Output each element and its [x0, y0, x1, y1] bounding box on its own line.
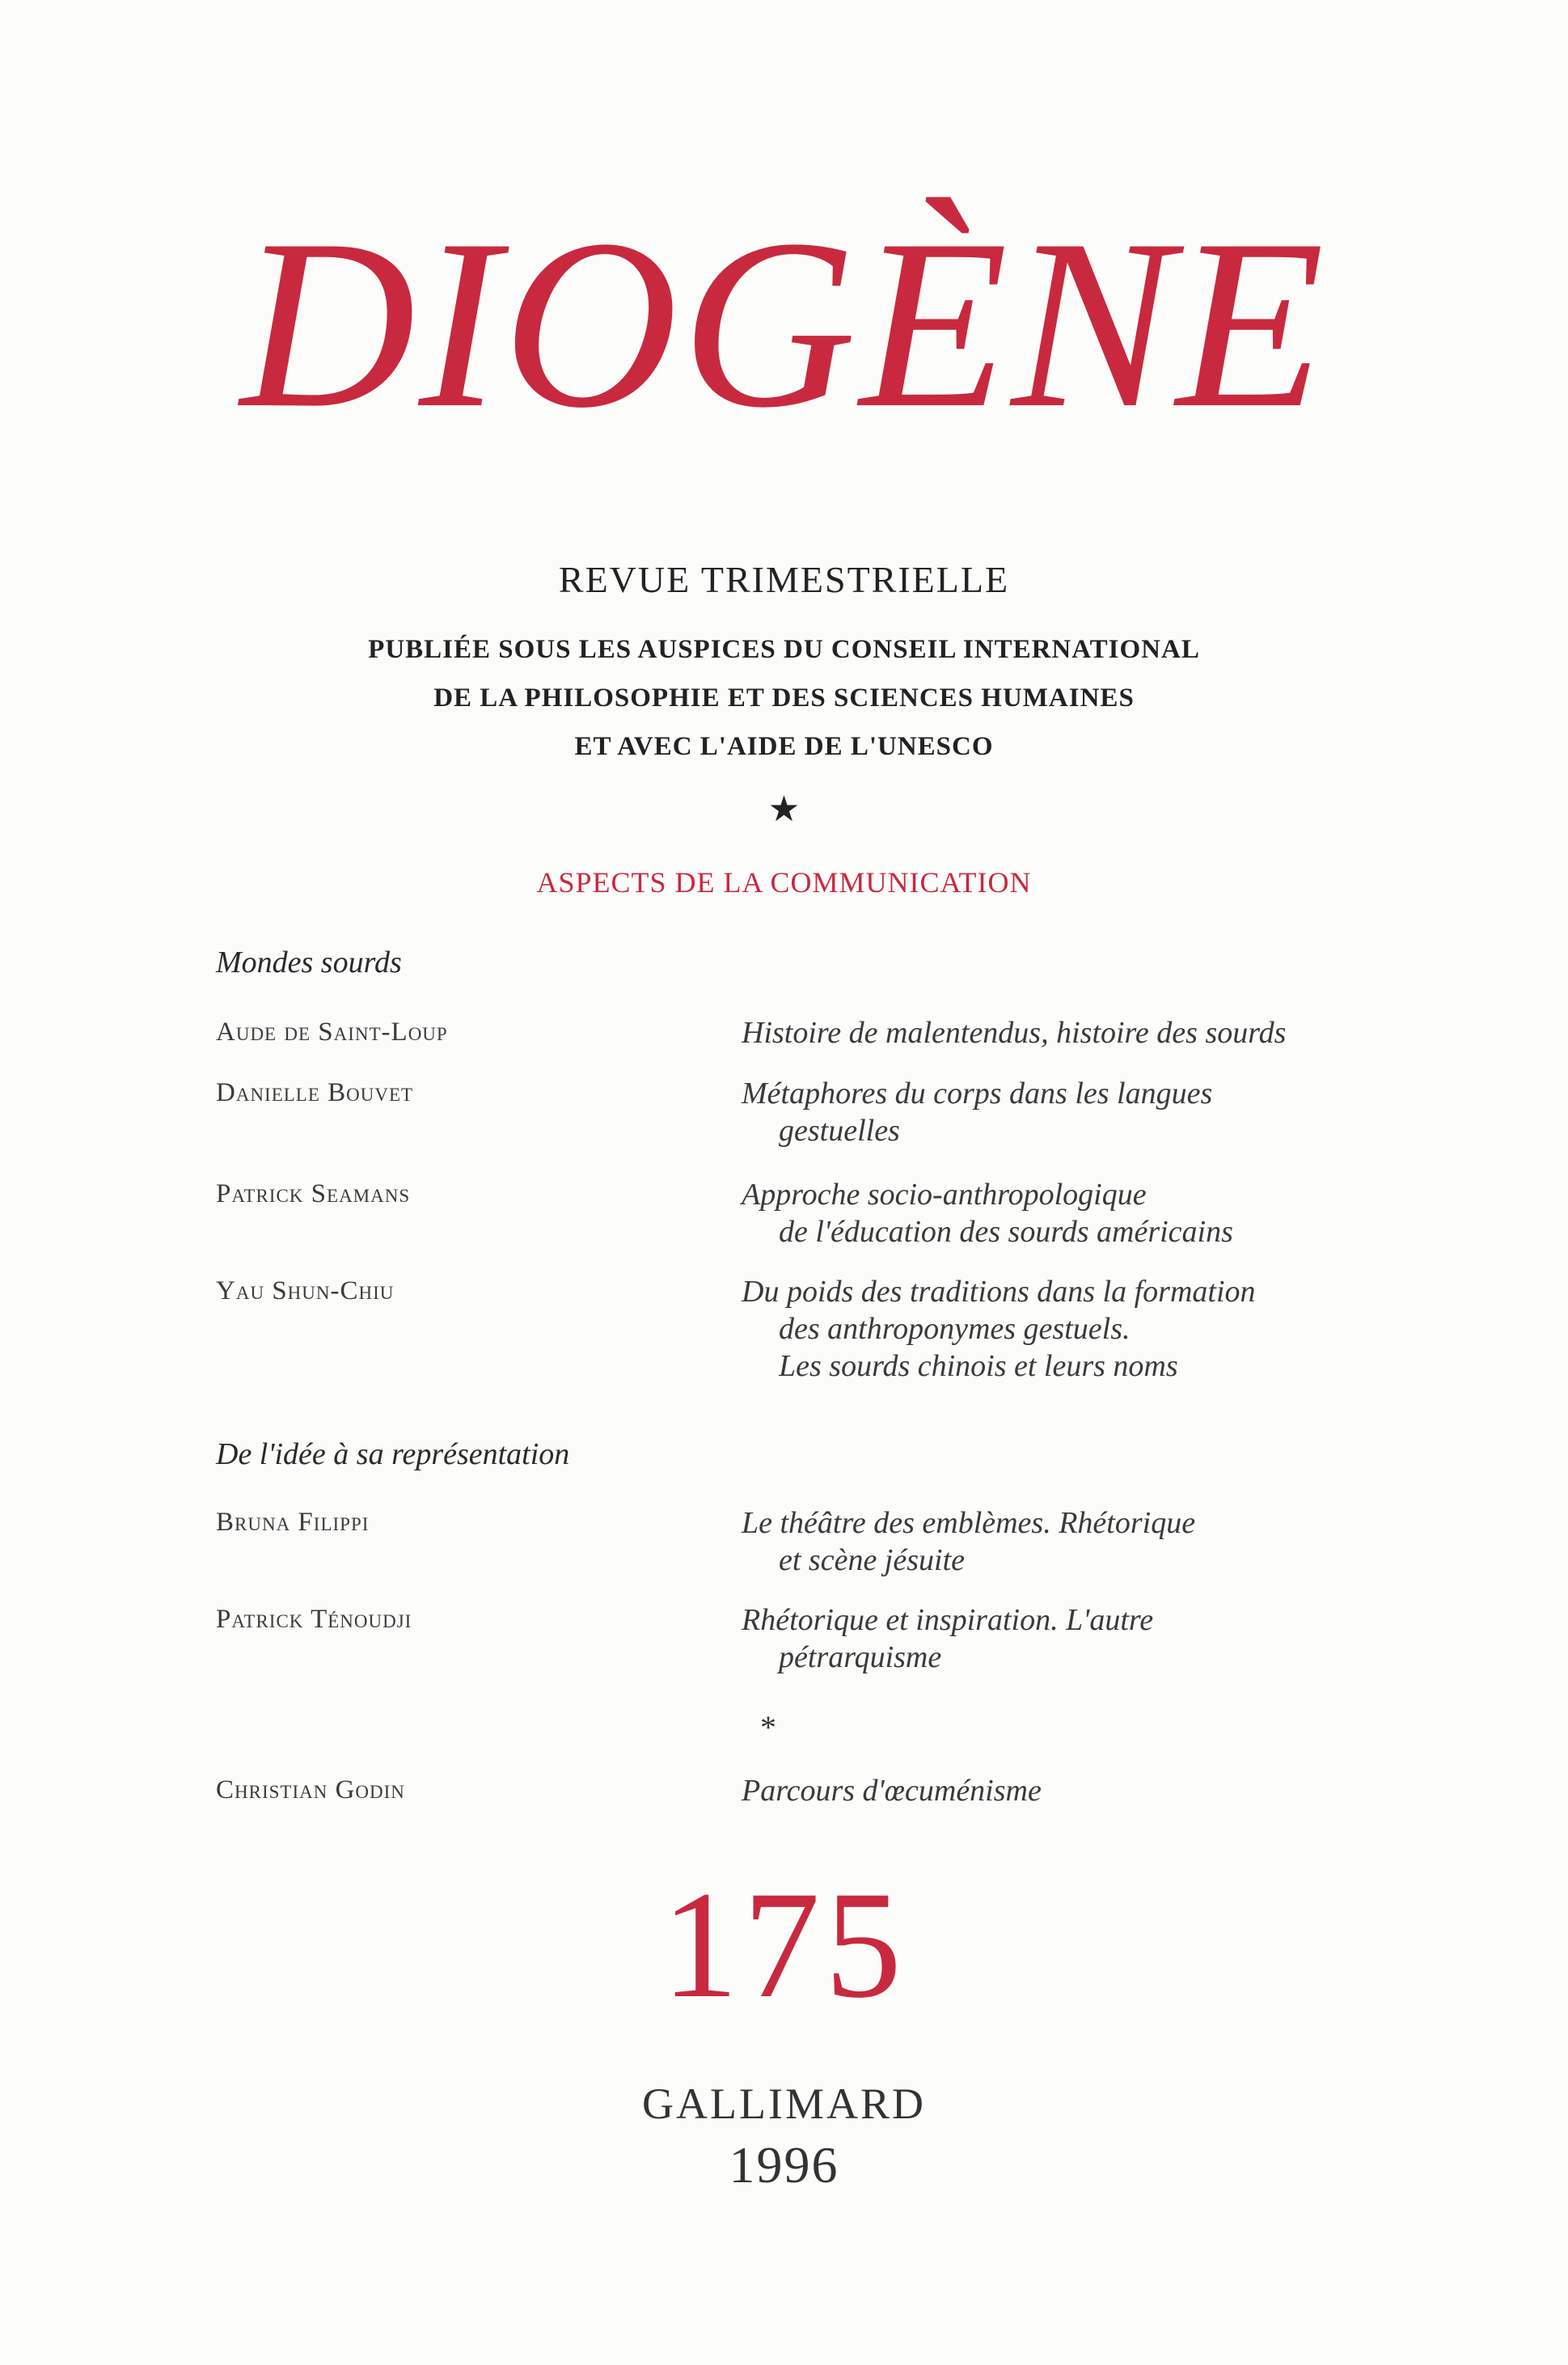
publication-year: 1996	[729, 2136, 839, 2194]
publisher-name: GALLIMARD	[642, 2079, 926, 2128]
author-name: Danielle Bouvet	[216, 1078, 414, 1107]
article-title-line: Les sourds chinois et leurs noms	[779, 1349, 1178, 1383]
article-title-line: pétrarquisme	[779, 1640, 942, 1674]
article-title	[742, 1176, 1405, 1250]
issue-theme: ASPECTS DE LA COMMUNICATION	[536, 866, 1032, 899]
journal-title: DIOGÈNE	[240, 189, 1328, 458]
article-title-line: Du poids des traditions dans la formation	[742, 1275, 1256, 1309]
article-title-line: de l'éducation des sourds américains	[779, 1215, 1233, 1249]
article-title-line: Histoire de malentendus, histoire des sourds	[742, 1016, 1287, 1050]
patronage-line-3: ET AVEC L'AIDE DE L'UNESCO	[574, 732, 994, 761]
author-name: Patrick Seamans	[216, 1179, 411, 1208]
issue-number: 175	[661, 1860, 907, 2030]
article-title-line: des anthroponymes gestuels.	[779, 1312, 1131, 1346]
article-title-line: Approche socio-anthropologique	[742, 1178, 1147, 1212]
article-title	[742, 1075, 1405, 1149]
section-heading: De l'idée à sa représentation	[216, 1437, 570, 1471]
journal-subtitle: REVUE TRIMESTRIELLE	[558, 559, 1010, 600]
section-heading: Mondes sourds	[216, 946, 402, 979]
article-title	[742, 1601, 1405, 1676]
article-title	[742, 1273, 1405, 1385]
article-title-line: gestuelles	[779, 1114, 900, 1148]
author-name: Bruna Filippi	[216, 1508, 370, 1537]
article-title-line: Rhétorique et inspiration. L'autre	[742, 1603, 1154, 1637]
article-title	[742, 1504, 1405, 1579]
article-title-line: Le théâtre des emblèmes. Rhétorique	[742, 1506, 1196, 1540]
author-name: Yau Shun-Chiu	[216, 1276, 395, 1305]
article-title	[742, 1014, 1405, 1051]
author-name: Patrick Ténoudji	[216, 1605, 412, 1634]
article-title-line: et scène jésuite	[779, 1543, 966, 1577]
patronage-line-2: DE LA PHILOSOPHIE ET DES SCIENCES HUMAINES	[433, 683, 1135, 713]
author-name: Christian Godin	[216, 1775, 405, 1804]
article-title-line: Métaphores du corps dans les langues	[742, 1077, 1213, 1111]
asterisk-separator: *	[760, 1709, 776, 1745]
patronage-line-1: PUBLIÉE SOUS LES AUSPICES DU CONSEIL INTERNATIONAL	[368, 635, 1200, 664]
author-name: Aude de Saint-Loup	[216, 1018, 448, 1047]
article-title-line: Parcours d'œcuménisme	[742, 1774, 1042, 1808]
article-title	[742, 1772, 1405, 1809]
star-ornament: ★	[767, 789, 801, 829]
